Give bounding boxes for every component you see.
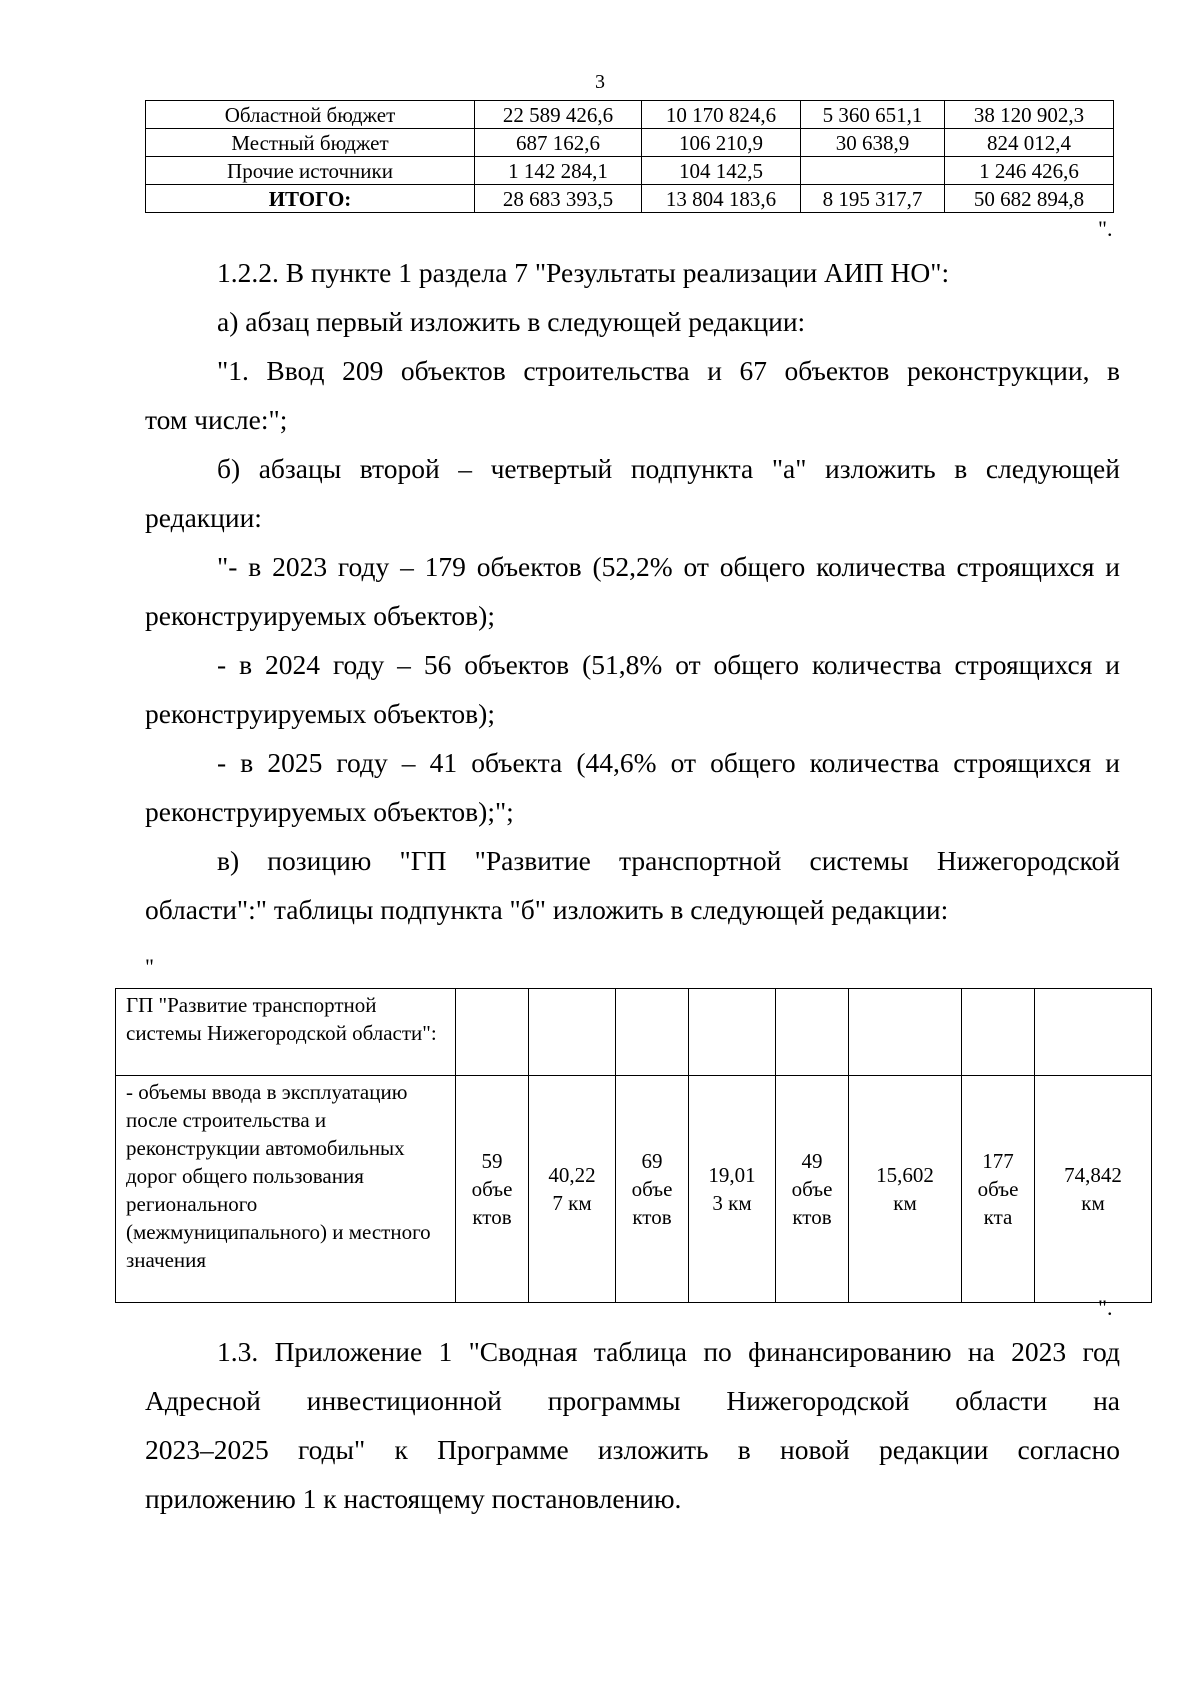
table-cell (776, 989, 849, 1076)
page-number: 3 (595, 71, 605, 93)
paragraph-line (145, 444, 1120, 493)
paragraph (145, 297, 1120, 346)
paragraph-line: реконструируемых объектов);"; (145, 796, 514, 827)
table-cell (616, 989, 689, 1076)
table-cell: 50 682 894,8 (945, 185, 1114, 213)
paragraph-line: Адресной инвестиционной программы Нижегородской области на (145, 1385, 1120, 1416)
paragraph (145, 248, 1120, 297)
table-cell: 40,22 7 км (529, 1076, 616, 1303)
table-row (116, 1076, 1152, 1303)
paragraph-text: а) абзац первый изложить в следующей редакции: (217, 306, 806, 337)
table-row (146, 157, 1114, 185)
table-row (146, 129, 1114, 157)
table-cell-label: - объемы ввода в эксплуатацию после строительства и реконструкции автомобильных дорог общего пользования регионального (межмуниципального) и местного значения (116, 1076, 456, 1303)
table-cell: 13 804 183,6 (642, 185, 801, 213)
table-cell: 177 объе кта (962, 1076, 1035, 1303)
table-cell: 59 объе ктов (456, 1076, 529, 1303)
table-cell: 104 142,5 (642, 157, 801, 185)
paragraph-line (145, 542, 1120, 591)
table-cell-label: ГП "Развитие транспортной системы Нижегородской области": (116, 989, 456, 1076)
table-cell (962, 989, 1035, 1076)
table-cell: 824 012,4 (945, 129, 1114, 157)
table-cell: 8 195 317,7 (801, 185, 945, 213)
budget-table (145, 100, 1114, 213)
paragraph-line (145, 640, 1120, 689)
paragraph-text: в) позицию "ГП "Развитие транспортной системы Нижегородской (217, 845, 1120, 876)
table-cell: ИТОГО: (146, 185, 475, 213)
paragraph-line (145, 738, 1120, 787)
table-cell: 69 объе ктов (616, 1076, 689, 1303)
table-cell: 15,602 км (849, 1076, 962, 1303)
table-cell: 1 246 426,6 (945, 157, 1114, 185)
table-cell (456, 989, 529, 1076)
table-cell: 687 162,6 (475, 129, 642, 157)
paragraph-line (145, 836, 1120, 885)
paragraph-line: области":" таблицы подпункта "б" изложить в следующей редакции: (145, 894, 949, 925)
table-cell: 28 683 393,5 (475, 185, 642, 213)
table-cell: Местный бюджет (146, 129, 475, 157)
paragraph-line: том числе:"; (145, 404, 288, 435)
closing-quote: ". (1098, 216, 1113, 241)
paragraph-line: реконструируемых объектов); (145, 600, 495, 631)
table-cell: 30 638,9 (801, 129, 945, 157)
table-cell: 38 120 902,3 (945, 101, 1114, 129)
table-cell: 106 210,9 (642, 129, 801, 157)
roads-table (115, 988, 1152, 1303)
table-cell: 49 объе ктов (776, 1076, 849, 1303)
paragraph-line (145, 346, 1120, 395)
paragraph-text: 1.2.2. В пункте 1 раздела 7 "Результаты реализации АИП НО": (217, 257, 950, 288)
table-row (116, 989, 1152, 1076)
table-cell: 5 360 651,1 (801, 101, 945, 129)
paragraph-text: "1. Ввод 209 объектов строительства и 67 объектов реконструкции, в (217, 355, 1120, 386)
table-cell: 1 142 284,1 (475, 157, 642, 185)
table-cell: Прочие источники (146, 157, 475, 185)
paragraph-text: б) абзацы второй – четвертый подпункта "а" изложить в следующей (217, 453, 1120, 484)
table-row (146, 101, 1114, 129)
opening-quote: " (145, 954, 154, 979)
paragraph-text: - в 2024 году – 56 объектов (51,8% от общего количества строящихся и (217, 649, 1120, 680)
table-cell: Областной бюджет (146, 101, 475, 129)
table-cell (1035, 989, 1152, 1076)
paragraph-line: 2023–2025 годы" к Программе изложить в новой редакции согласно (145, 1434, 1120, 1465)
paragraph-line: приложению 1 к настоящему постановлению. (145, 1483, 682, 1514)
paragraph-text: "- в 2023 году – 179 объектов (52,2% от общего количества строящихся и (217, 551, 1120, 582)
paragraph-line: редакции: (145, 502, 262, 533)
paragraph-line (145, 1327, 1120, 1376)
table-cell (529, 989, 616, 1076)
table-row-total (146, 185, 1114, 213)
paragraph-line: реконструируемых объектов); (145, 698, 495, 729)
table-cell: 10 170 824,6 (642, 101, 801, 129)
closing-quote: ". (1098, 1295, 1113, 1320)
table-cell (849, 989, 962, 1076)
table-cell (801, 157, 945, 185)
paragraph-text: - в 2025 году – 41 объекта (44,6% от общего количества строящихся и (217, 747, 1120, 778)
table-cell: 74,842 км (1035, 1076, 1152, 1303)
table-cell: 19,01 3 км (689, 1076, 776, 1303)
table-cell (689, 989, 776, 1076)
table-cell: 22 589 426,6 (475, 101, 642, 129)
paragraph-text: 1.3. Приложение 1 "Сводная таблица по финансированию на 2023 год (217, 1336, 1120, 1367)
